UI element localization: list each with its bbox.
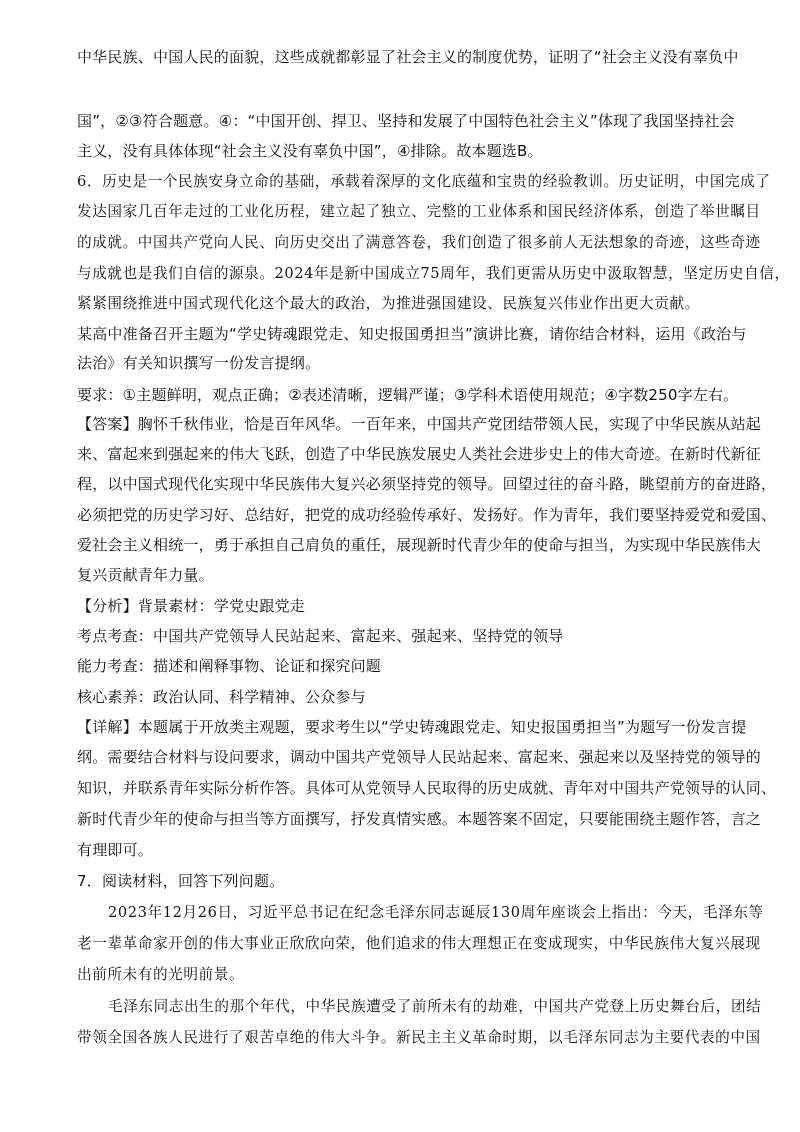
material-line: 毛泽东同志出生的那个年代，中华民族遭受了前所未有的劫难，中国共产党登上历史舞台后，团结 [108, 998, 762, 1015]
material-line: 带领全国各族人民进行了艰苦卓绝的伟大斗争。新民主主义革命时期，以毛泽东同志为主要代表的中国 [77, 1029, 761, 1046]
question-6-line: 的成就。中国共产党向人民、向历史交出了满意答卷，我们创造了很多前人无法想象的奇迹，这些奇迹 [77, 234, 761, 251]
material-line: 2023年12月26日，习近平总书记在纪念毛泽东同志诞辰130周年座谈会上指出：今天，毛泽东等 [108, 904, 764, 921]
question-6-line: 紧紧围绕推进中国式现代化这个最大的政治，为推进强国建设、民族复兴伟业作出更大贡献。 [77, 295, 700, 312]
text-line: 国”，②③符合题意。④：“中国开创、捍卫、坚持和发展了中国特色社会主义”体现了我国坚持社会 [77, 112, 735, 130]
explanation-line: 有理即可。 [77, 841, 154, 859]
explanation-line: 知识，并联系青年实际分析作答。具体可从党领导人民取得的历史成就、青年对中国共产党领导的认同、 [77, 779, 777, 797]
question-6-line: 发达国家几百年走过的工业化历程，建立起了独立、完整的工业体系和国民经济体系，创造了举世瞩目 [77, 203, 761, 220]
text-line: 主义，没有具体体现“社会主义没有辜负中国”，④排除。故本题选B。 [77, 142, 543, 160]
text-line: 中华民族、中国人民的面貌，这些成就都彰显了社会主义的制度优势，证明了“社会主义没有辜负中 [77, 48, 739, 66]
prompt-line: 法治》有关知识撰写一份发言提纲。 [77, 354, 321, 372]
question-6-line: 与成就也是我们自信的源泉。2024年是新中国成立75周年，我们更需从历史中汲取智慧，坚定历史自信， [77, 265, 790, 282]
answer-line: 必须把党的历史学习好、总结好，把党的成功经验传承好、发扬好。作为青年，我们要坚持爱党和爱国、 [77, 506, 777, 524]
explanation-line: 【详解】本题属于开放类主观题，要求考生以“学史铸魂跟党走、知史报国勇担当”为题写一份发言提 [77, 718, 747, 736]
explanation-line: 纲。需要结合材料与设问要求，调动中国共产党领导人民站起来、富起来、强起来以及坚持党的领导的 [77, 748, 762, 766]
answer-line: 复兴贡献青年力量。 [77, 566, 214, 584]
question-7-line: 7．阅读材料，回答下列问题。 [77, 872, 285, 890]
explanation-line: 新时代青少年的使命与担当等方面撰写，抒发真情实感。本题答案不固定，只要能围绕主题作答，言之 [77, 810, 762, 828]
material-line: 出前所未有的光明前景。 [77, 966, 245, 983]
requirements-line: 要求：①主题鲜明，观点正确；②表述清晰，逻辑严谨；③学科术语使用规范；④字数250字左右。 [77, 386, 739, 404]
question-6-line: 6．历史是一个民族安身立命的基础，承载着深厚的文化底蕴和宝贵的经验教训。历史证明，中国完成了 [77, 173, 771, 190]
answer-line: 程，以中国式现代化实现中华民族伟大复兴必须坚持党的领导。回望过往的奋斗路，眺望前方的奋进路， [77, 475, 777, 493]
analysis-line: 考点考查：中国共产党领导人民站起来、富起来、强起来、坚持党的领导 [77, 627, 564, 645]
analysis-line: 【分析】背景素材：学党史跟党走 [77, 597, 306, 615]
material-line: 老一辈革命家开创的伟大事业正欣欣向荣，他们追求的伟大理想正在变成现实，中华民族伟大复兴展现 [77, 935, 761, 952]
answer-line: 爱社会主义相统一，勇于承担自己肩负的重任，展现新时代青少年的使命与担当，为实现中华民族伟大 [77, 536, 762, 554]
prompt-line: 某高中准备召开主题为“学史铸魂跟党走、知史报国勇担当”演讲比赛，请你结合材料，运用《政治与 [77, 325, 747, 343]
answer-line: 来、富起来到强起来的伟大飞跃，创造了中华民族发展史人类社会进步史上的伟大奇迹。在新时代新征 [77, 445, 762, 463]
answer-line: 【答案】胸怀千秋伟业，恰是百年风华。一百年来，中国共产党团结带领人民，实现了中华民族从站起 [77, 415, 762, 433]
analysis-line: 核心素养：政治认同、科学精神、公众参与 [77, 688, 366, 706]
analysis-line: 能力考查：描述和阐释事物、论证和探究问题 [77, 657, 382, 675]
